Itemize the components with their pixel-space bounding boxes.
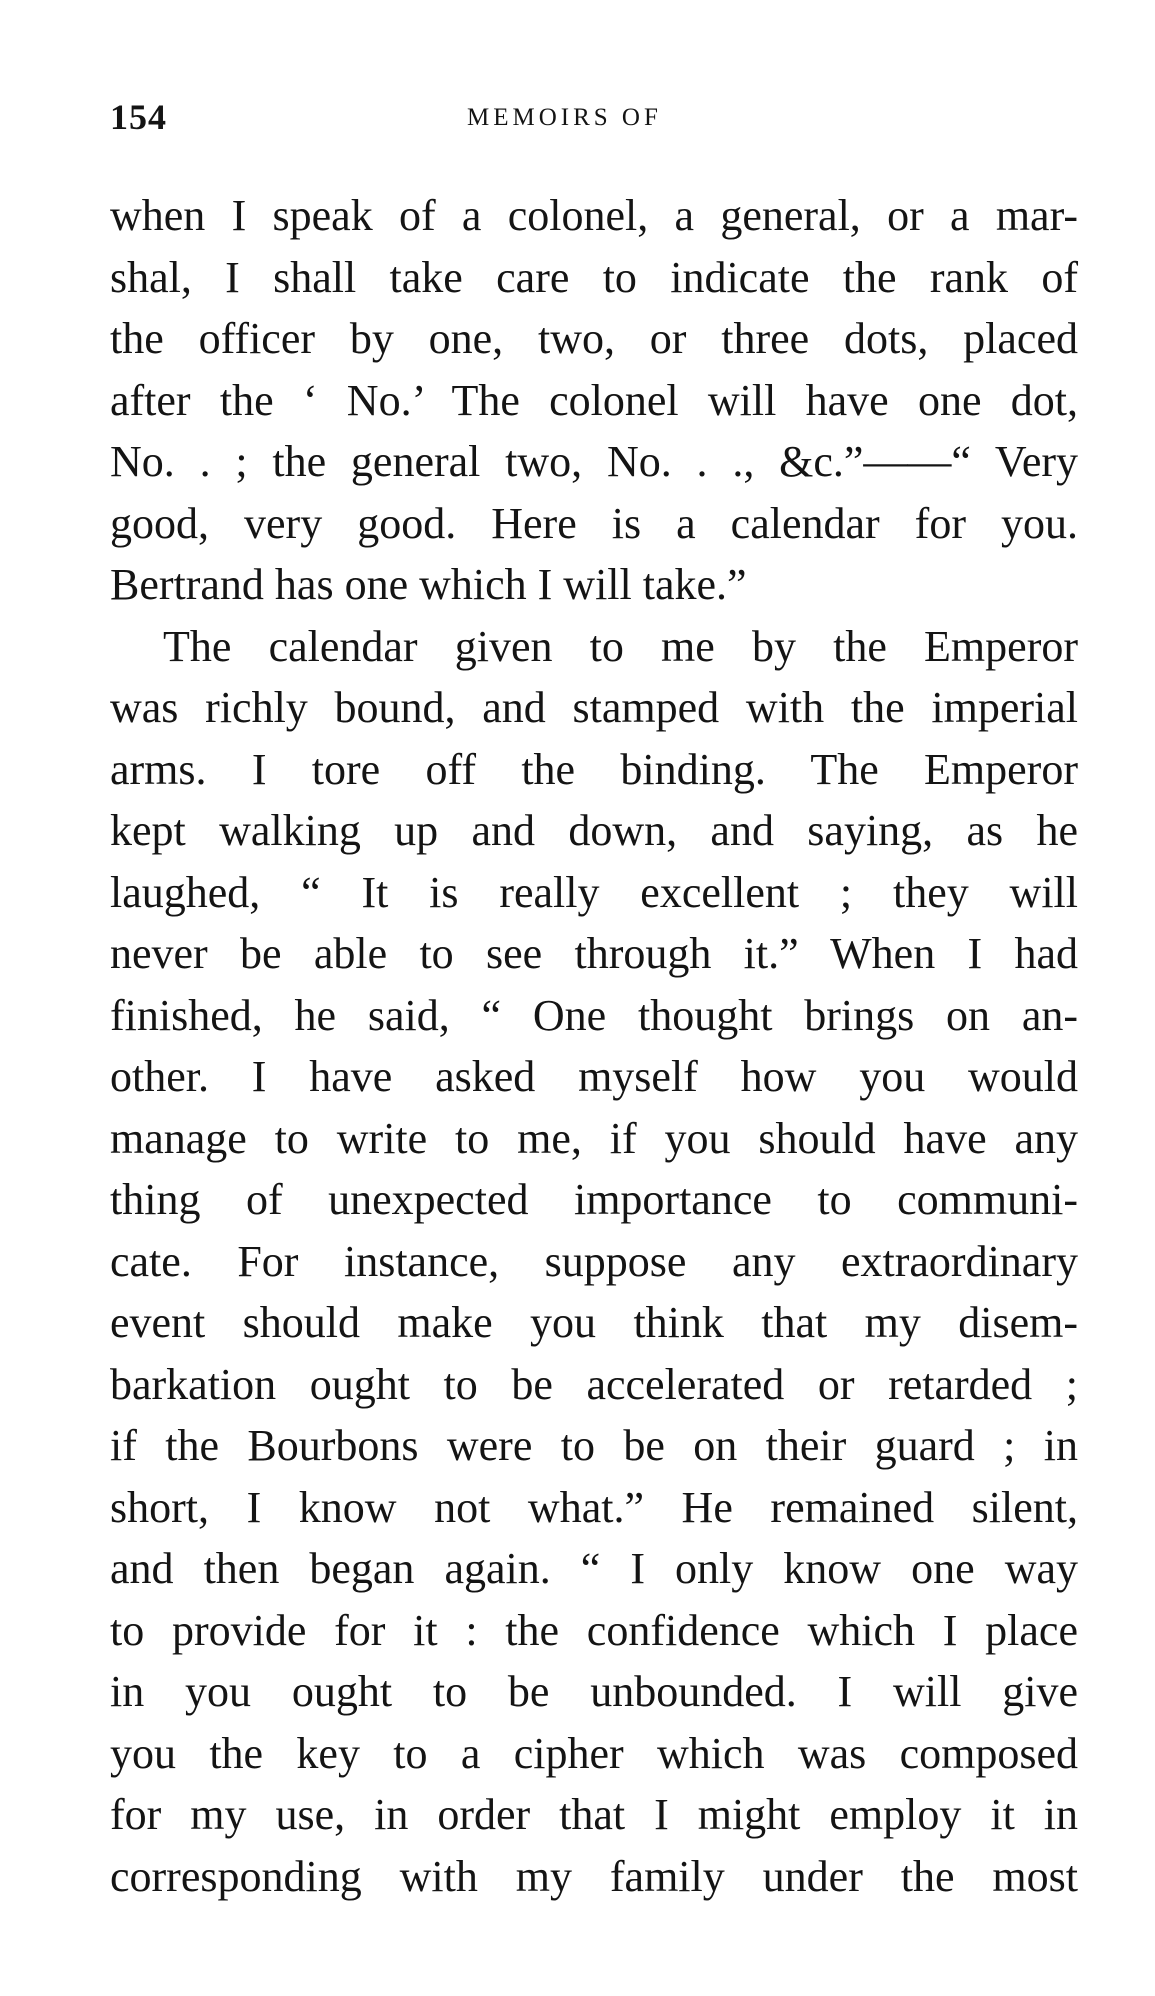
text-line: cate. For instance, suppose any extraordinary [110, 1236, 1078, 1286]
text-line: if the Bourbons were to be on their guard ; in [110, 1421, 1078, 1470]
text-line: good, very good. Here is a calendar for you. [110, 498, 1078, 548]
text-line: the officer by one, two, or three dots, placed [110, 314, 1078, 363]
text-line: to provide for it : the confidence which I place [110, 1605, 1078, 1655]
text-line: kept walking up and down, and saying, as he [110, 806, 1078, 855]
text-line: shal, I shall take care to indicate the rank of [110, 252, 1078, 302]
text-line: you the key to a cipher which was composed [110, 1728, 1078, 1778]
text-line: No. . ; the general two, No. . ., &c.”——“ Very [110, 437, 1078, 486]
text-line: for my use, in order that I might employ it in [110, 1790, 1078, 1839]
text-line: laughed, “ It is really excellent ; they will [110, 867, 1078, 917]
text-line: was richly bound, and stamped with the imperial [110, 683, 1078, 732]
text-line: other. I have asked myself how you would [110, 1052, 1078, 1101]
page-header [110, 96, 1080, 136]
text-line: Bertrand has one which I will take.” [110, 560, 747, 609]
text-line: when I speak of a colonel, a general, or a mar- [110, 191, 1078, 240]
text-line: finished, he said, “ One thought brings on an- [110, 990, 1078, 1040]
text-line: short, I know not what.” He remained silent, [110, 1482, 1078, 1532]
body-text [110, 185, 1078, 1907]
text-line: in you ought to be unbounded. I will give [110, 1667, 1078, 1716]
running-head: MEMOIRS OF [467, 104, 662, 131]
text-line: barkation ought to be accelerated or retarded ; [110, 1359, 1078, 1409]
text-line: arms. I tore off the binding. The Emperor [110, 744, 1078, 794]
text-line: thing of unexpected importance to communi- [110, 1175, 1078, 1224]
text-line: corresponding with my family under the most [110, 1851, 1078, 1901]
text-line: and then began again. “ I only know one way [110, 1544, 1078, 1593]
text-line: never be able to see through it.” When I had [110, 929, 1078, 978]
page-number: 154 [110, 97, 167, 137]
text-line: manage to write to me, if you should have any [110, 1113, 1078, 1163]
text-line: event should make you think that my disem- [110, 1298, 1078, 1347]
text-line: after the ‘ No.’ The colonel will have one dot, [110, 375, 1078, 425]
paragraph-first-line: The calendar given to me by the Emperor [163, 621, 1078, 671]
